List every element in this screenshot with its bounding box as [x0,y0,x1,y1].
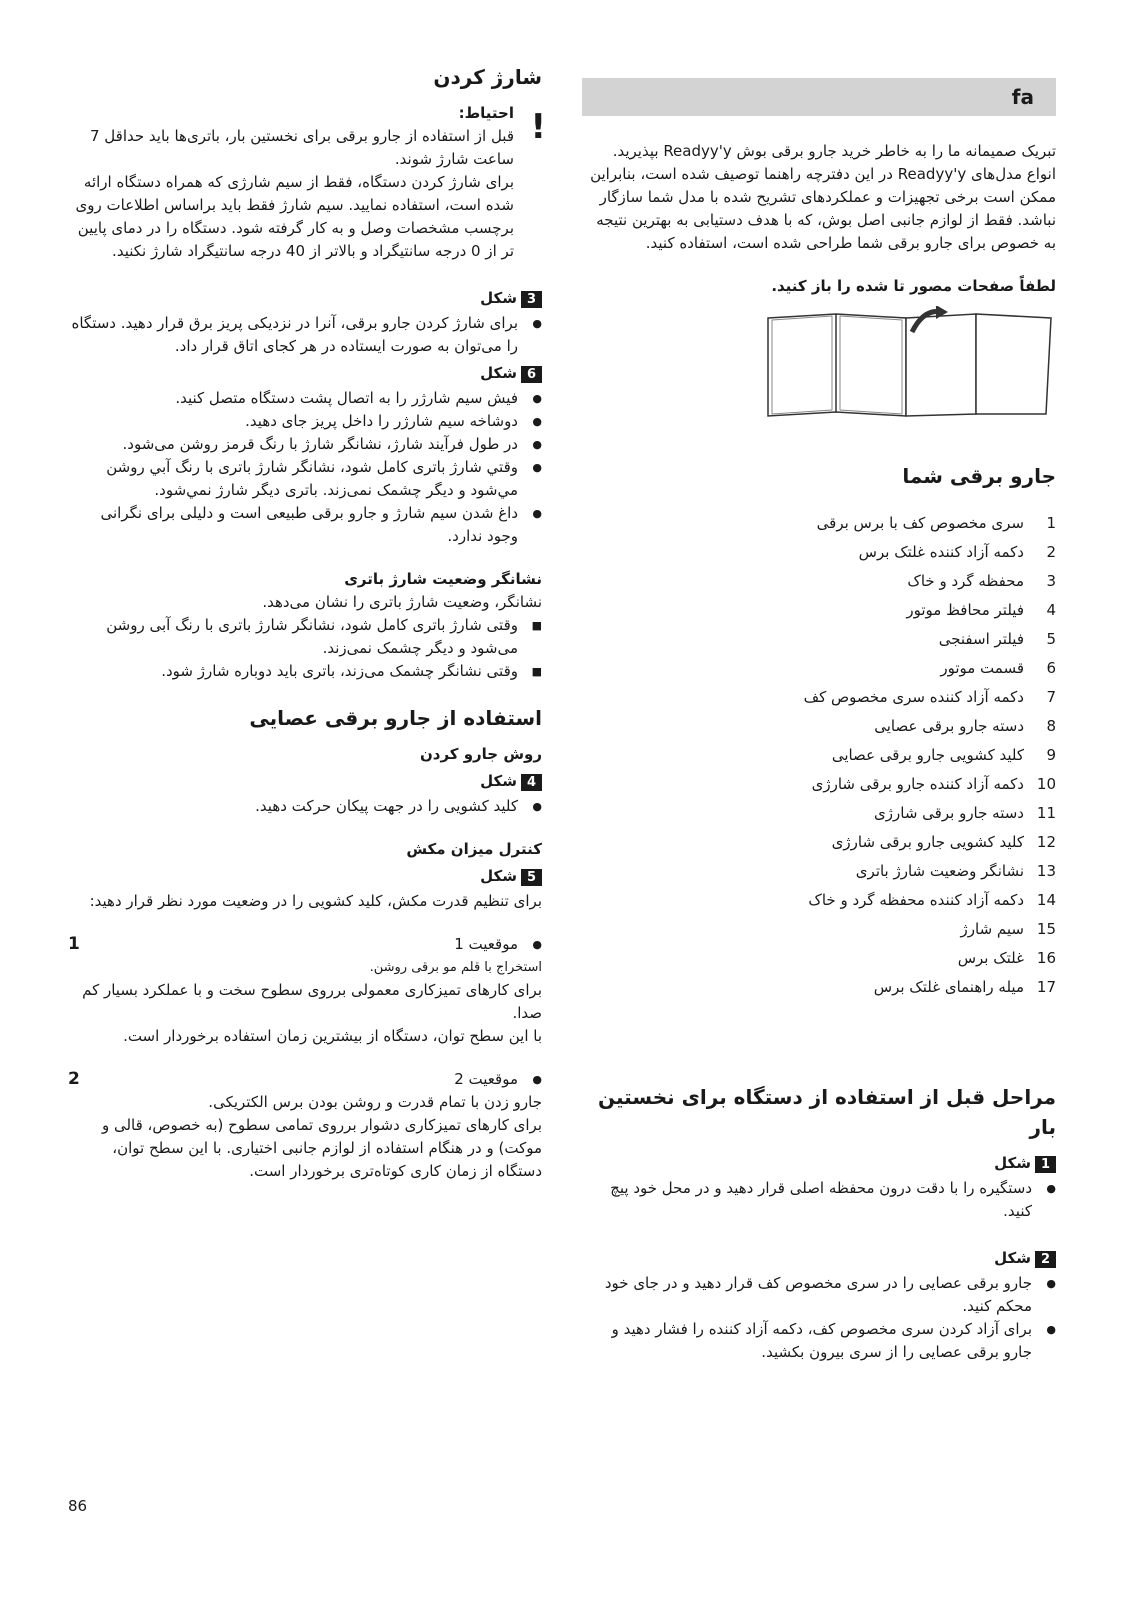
list-item: 12 کلید کشویی جارو برقی شارژی [831,833,1056,851]
bullet-item: ● داغ شدن سیم شارژ و جارو برقی طبیعی است و دلیلی برای نگرانی وجود ندارد. [68,502,542,548]
intro-paragraph: تبریک صمیمانه ما را به خاطر خرید جارو برقی بوش Readyy'y بپذیرید. انواع مدل‌های Readyy'y در این دفترچه راهنما توصیف شده است، بنابراین ممکن است برخی تجهیزات و عملکردهای تشریح شده با مدل شما سازگار نباشد. فقط از لوازم جانبی اصل بوش، که با هدف دستیابی به بهترین نتیجه به خصوص برای جارو برقی شما طراحی شده است، استفاده کنید. [590,142,1056,252]
position-line: برای کارهای تمیزکاری دشوار برروی تمامی سطوح (به خصوص، قالی و موکت) و در هنگام استفاده از لوازم جانبی اختیاری. با این سطح توان، دستگاه از زمان کاری کوتاه‌تری برخوردار است. [101,1116,542,1180]
bullet-item: ● دوشاخه سیم شارژر را داخل پریز جای دهید. [68,410,542,433]
bullet-item: ● دستگیره را با دقت درون محفظه اصلی قرار دهید و در محل خود پیچ کنید. [582,1177,1056,1223]
position-line: با این سطح توان، دستگاه از بیشترین زمان استفاده برخوردار است. [123,1027,542,1045]
square-bullet-item: ■ وقتی شارژ باتری کامل شود، نشانگر شارژ باتری با رنگ آبی روشن می‌شود و دیگر چشمک نمی‌زند. [68,614,542,660]
figure-number: 6 [521,366,542,383]
list-item: 15 سیم شارژ [960,920,1056,938]
position-line: جارو زدن با تمام قدرت و روشن بودن برس الکتریکی. [208,1093,542,1111]
position-label: ● موقعیت 2 [68,1068,542,1091]
position-number: 2 [68,1069,80,1089]
position-2-block [68,1068,542,1183]
language-header-bar [582,78,1056,116]
bullet-item: ● برای شارژ کردن جارو برقی، آنرا در نزدیکی پریز برق قرار دهید. دستگاه را می‌توان به صورت ایستاده در هر کجای اتاق قرار داد. [68,312,542,358]
indicator-title: نشانگر وضعیت شارژ باتری [344,570,542,588]
list-item: 14 دکمه آزاد کننده محفظه گرد و خاک [808,891,1056,909]
suction-title: کنترل میزان مکش [406,840,542,858]
caution-block [68,102,546,263]
right-column [582,78,1056,1364]
position-label: ● موقعیت 1 [68,933,542,956]
suction-paragraph: برای تنظیم قدرت مکش، کلید کشویی را در وضعیت مورد نظر قرار دهید: [89,892,542,910]
exclamation-icon: ! [530,107,546,147]
usage-section-title: استفاده از جارو برقی عصایی [249,706,542,730]
list-item: 5 فیلتر اسفنجی [938,630,1056,648]
list-item: 8 دسته جارو برقی عصایی [874,717,1056,735]
figure-label: 6شکل [68,362,542,385]
indicator-paragraph: نشانگر، وضعیت شارژ باتری را نشان می‌دهد. [262,593,542,611]
switch-on-title: روش جارو کردن [419,745,542,763]
bullet-item: ● فیش سیم شارژر را به اتصال پشت دستگاه متصل کنید. [68,387,542,410]
first-use-section-title: مراحل قبل از استفاده از دستگاه برای نخستین بار [598,1085,1056,1139]
list-item: 4 فیلتر محافظ موتور [906,601,1056,619]
position-1-block [68,933,542,1048]
list-item: 16 غلتک برس [957,949,1056,967]
caution-paragraph: قبل از استفاده از جارو برقی برای نخستین بار، باتری‌ها باید حداقل 7 ساعت شارژ شوند. [89,127,514,168]
parts-section-title: جارو برقی شما [902,464,1056,488]
list-item: 13 نشانگر وضعیت شارژ باتری [855,862,1056,880]
square-bullet-item: ■ وقتی نشانگر چشمک می‌زند، باتری باید دوباره شارژ شود. [68,660,542,683]
list-item: 10 دکمه آزاد کننده جارو برقی شارژی [811,775,1056,793]
page-number: 86 [68,1497,88,1515]
figure-number: 4 [521,774,542,791]
list-item: 7 دکمه آزاد کننده سری مخصوص کف [803,688,1056,706]
bullet-item: ● جارو برقی عصایی را در سری مخصوص کف قرار دهید و در جای خود محکم کنید. [582,1272,1056,1318]
bullet-item: ● وقتي شارژ باتری کامل شود، نشانگر شارژ باتری با رنگ آبي روشن مي‌شود و ديگر چشمک نمی‌زند. باتری ديگر شارژ نمي‌شود. [68,456,542,502]
bullet-item: ● در طول فرآیند شارژ، نشانگر شارژ با رنگ قرمز روشن می‌شود. [68,433,542,456]
figure-label: 5شکل [68,865,542,888]
bullet-item: ● برای آزاد کردن سری مخصوص کف، دکمه آزاد کننده را فشار دهید و جارو برقی عصایی را از سری بیرون بکشید. [582,1318,1056,1364]
list-item: 6 قسمت موتور [940,659,1056,677]
figure-number: 3 [521,291,542,308]
figure-number: 5 [521,869,542,886]
figure-label: 1شکل [582,1152,1056,1175]
fold-out-pages-illustration [766,306,1056,421]
folded-pages-icon [766,306,1056,421]
list-item: 2 دکمه آزاد کننده غلتک برس [858,543,1056,561]
list-item: 3 محفظه گرد و خاک [907,572,1056,590]
position-line: استخراج با قلم مو برقی روشن. [369,960,542,975]
figure-label: 4شکل [68,770,542,793]
list-item: 17 میله راهنمای غلتک برس [873,978,1056,996]
position-number: 1 [68,934,80,954]
figure-number: 2 [1035,1251,1056,1268]
list-item: 11 دسته جارو برقی شارژی [874,804,1056,822]
language-code: fa [1011,85,1034,109]
bullet-item: ● کلید کشویی را در جهت پیکان حرکت دهید. [68,795,542,818]
caution-title: احتیاط: [458,104,514,122]
list-item: 9 کلید کشویی جارو برقی عصایی [831,746,1056,764]
unfold-note: لطفاً صفحات مصور تا شده را باز کنید. [771,277,1056,295]
figure-number: 1 [1035,1156,1056,1173]
charging-section-title: شارژ کردن [433,65,542,89]
parts-list [582,509,1056,1002]
figure-label: 2شکل [582,1247,1056,1270]
list-item: 1 سری مخصوص کف با برس برقی [816,514,1056,532]
figure-label: 3شکل [68,287,542,310]
caution-paragraph: برای شارژ کردن دستگاه، فقط از سیم شارژی که همراه دستگاه ارائه شده است، استفاده نمایید. سیم شارژ فقط باید براساس اطلاعات روی برچسب مشخصات وصل و به کار گرفته شود. دستگاه را در دمای پایین تر از 0 درجه سانتیگراد و بالاتر از 40 درجه سانتیگراد شارژ نکنید. [75,173,514,260]
position-line: برای کارهای تمیزکاری معمولی برروی سطوح سخت و با عملکرد بسیار کم صدا. [82,981,542,1022]
left-column [68,62,546,1183]
